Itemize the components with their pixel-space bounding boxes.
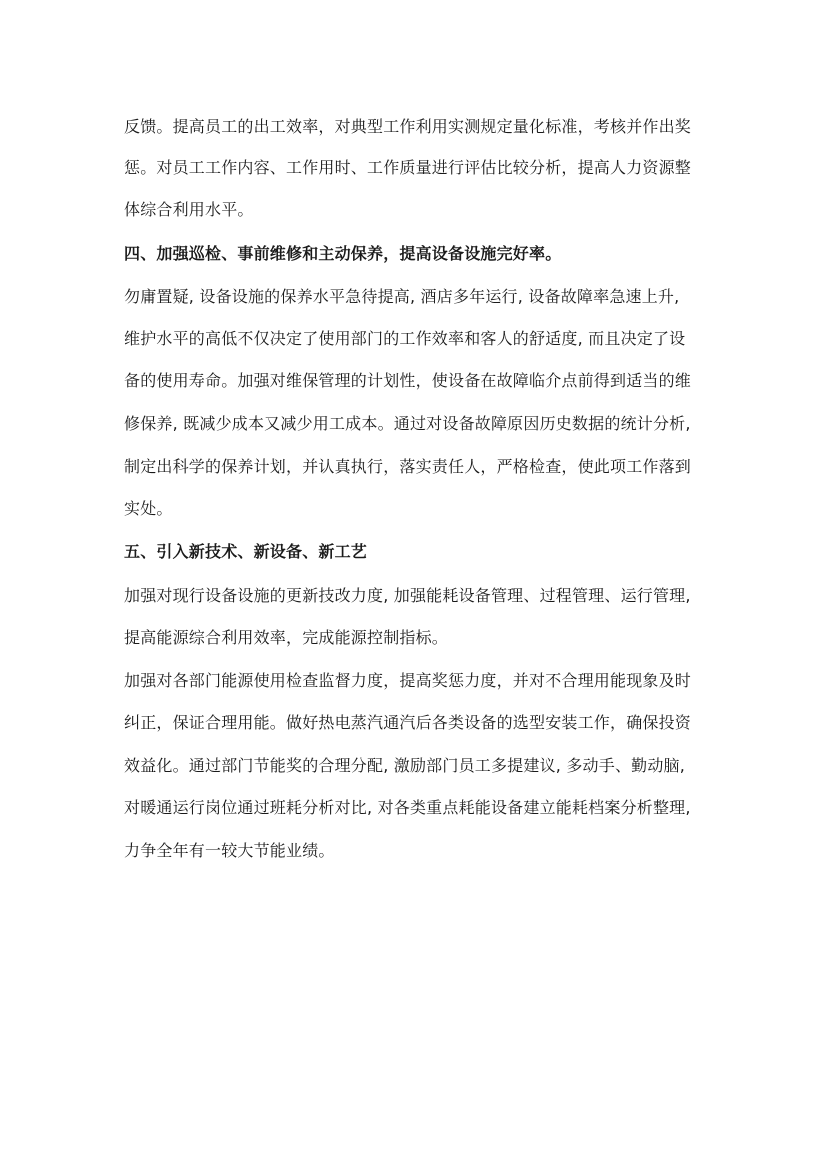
paragraph-line: 制定出科学的保养计划，并认真执行，落实责任人，严格检查，使此项工作落到 bbox=[124, 457, 692, 476]
paragraph-line: 力争全年有一较大节能业绩。 bbox=[124, 841, 335, 860]
section-heading: 四、加强巡检、事前维修和主动保养，提高设备设施完好率。 bbox=[124, 244, 562, 263]
paragraph-line: 纠正，保证合理用能。做好热电蒸汽通汽后各类设备的选型安装工作，确保投资 bbox=[124, 713, 692, 732]
paragraph-line: 维护水平的高低不仅决定了使用部门的工作效率和客人的舒适度, 而且决定了设 bbox=[124, 329, 686, 348]
paragraph-line: 备的使用寿命。加强对维保管理的计划性，使设备在故障临介点前得到适当的维 bbox=[124, 371, 692, 390]
paragraph-line: 体综合利用水平。 bbox=[124, 200, 254, 219]
paragraph-line: 对暖通运行岗位通过班耗分析对比, 对各类重点耗能设备建立能耗档案分析整理, bbox=[124, 798, 691, 817]
paragraph-line: 效益化。通过部门节能奖的合理分配, 激励部门员工多提建议, 多动手、勤动脑, bbox=[124, 756, 686, 775]
paragraph-line: 勿庸置疑, 设备设施的保养水平急待提高, 酒店多年运行, 设备故障率急速上升, bbox=[124, 287, 680, 306]
paragraph-line: 实处。 bbox=[124, 499, 173, 518]
paragraph-line: 加强对现行设备设施的更新技改力度, 加强能耗设备管理、过程管理、运行管理, bbox=[124, 586, 691, 605]
paragraph-line: 惩。对员工工作内容、工作用时、工作质量进行评估比较分析，提高人力资源整 bbox=[124, 158, 692, 177]
section-heading: 五、引入新技术、新设备、新工艺 bbox=[124, 542, 368, 561]
paragraph-line: 提高能源综合利用效率，完成能源控制指标。 bbox=[124, 628, 449, 647]
paragraph-line: 修保养, 既减少成本又减少用工成本。通过对设备故障原因历史数据的统计分析, bbox=[124, 414, 691, 433]
paragraph-line: 加强对各部门能源使用检查监督力度，提高奖惩力度，并对不合理用能现象及时 bbox=[124, 671, 692, 690]
paragraph-line: 反馈。提高员工的出工效率，对典型工作利用实测规定量化标准，考核并作出奖 bbox=[124, 117, 692, 136]
